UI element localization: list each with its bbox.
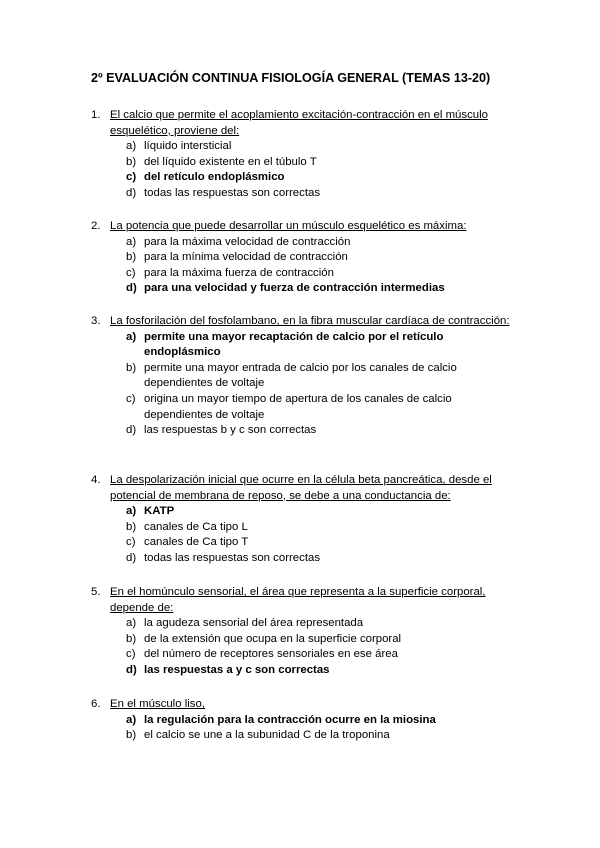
option-d-correct: [91, 663, 521, 679]
option-a-correct: [91, 330, 521, 361]
option-text: KATP: [144, 505, 175, 518]
option-b: [91, 155, 521, 171]
option-c: [91, 647, 521, 663]
question-stem: [91, 697, 521, 713]
option-d-correct: [91, 281, 521, 297]
option-d: [91, 186, 521, 202]
question-4: [91, 473, 521, 567]
question-stem: [91, 219, 521, 235]
question-text: La despolarización inicial que ocurre en la célula beta pancreática, desde el potencial de membrana de reposo, se debe a una conductancia de:: [110, 474, 492, 502]
option-c: [91, 266, 521, 282]
option-text: líquido intersticial: [144, 140, 232, 153]
option-text: del número de receptores sensoriales en ese área: [144, 648, 398, 661]
option-text: la regulación para la contracción ocurre en la miosina: [144, 713, 436, 726]
option-label: c): [126, 536, 136, 549]
option-b: [91, 520, 521, 536]
option-label: d): [126, 282, 137, 295]
option-label: d): [126, 186, 137, 199]
question-number: 5.: [91, 586, 101, 598]
option-a-correct: [91, 504, 521, 520]
option-text: origina un mayor tiempo de apertura de los canales de calcio dependientes de voltaje: [144, 392, 452, 421]
question-6: [91, 697, 521, 744]
option-label: a): [126, 617, 137, 630]
option-b: [91, 361, 521, 392]
options-list: [91, 504, 521, 566]
question-text: La potencia que puede desarrollar un músculo esquelético es máxima:: [110, 220, 467, 232]
question-stem: [91, 585, 521, 616]
option-label: d): [126, 424, 137, 437]
question-number: 2.: [91, 220, 101, 232]
question-number: 3.: [91, 315, 101, 327]
question-stem: [91, 314, 521, 330]
option-label: c): [126, 266, 136, 279]
option-a-correct: [91, 713, 521, 729]
option-text: del retículo endoplásmico: [144, 171, 285, 184]
option-label: b): [126, 251, 137, 264]
option-text: todas las respuestas son correctas: [144, 551, 321, 564]
option-label: d): [126, 551, 137, 564]
option-label: b): [126, 729, 137, 742]
question-text: En el homúnculo sensorial, el área que representa a la superficie corporal, depende de:: [110, 586, 486, 614]
question-text: En el músculo liso,: [110, 698, 205, 710]
option-text: el calcio se une a la subunidad C de la troponina: [144, 729, 390, 742]
option-label: b): [126, 632, 137, 645]
option-label: a): [126, 713, 137, 726]
question-stem: [91, 473, 521, 504]
option-label: d): [126, 663, 137, 676]
question-5: [91, 585, 521, 679]
question-number: 4.: [91, 474, 101, 486]
option-text: canales de Ca tipo T: [144, 536, 249, 549]
option-text: las respuestas a y c son correctas: [144, 663, 330, 676]
option-label: c): [126, 392, 136, 405]
option-label: a): [126, 505, 137, 518]
options-list: [91, 139, 521, 201]
options-list: [91, 713, 521, 744]
options-list: [91, 235, 521, 297]
option-text: canales de Ca tipo L: [144, 520, 248, 533]
question-text: La fosforilación del fosfolambano, en la fibra muscular cardíaca de contracción:: [110, 315, 510, 327]
option-b: [91, 250, 521, 266]
option-text: del líquido existente en el túbulo T: [144, 155, 317, 168]
option-text: permite una mayor entrada de calcio por los canales de calcio dependientes de voltaje: [144, 361, 457, 390]
option-label: b): [126, 520, 137, 533]
option-text: permite una mayor recaptación de calcio por el retículo endoplásmico: [144, 330, 444, 359]
question-stem: [91, 108, 521, 139]
option-a: [91, 235, 521, 251]
option-text: todas las respuestas son correctas: [144, 186, 321, 199]
option-b: [91, 632, 521, 648]
option-text: para la máxima velocidad de contracción: [144, 235, 351, 248]
options-list: [91, 616, 521, 678]
option-b: [91, 728, 521, 744]
option-label: a): [126, 235, 137, 248]
option-a: [91, 616, 521, 632]
options-list: [91, 330, 521, 439]
option-label: c): [126, 171, 137, 184]
question-1: [91, 108, 521, 202]
question-number: 1.: [91, 109, 101, 121]
option-c-correct: [91, 170, 521, 186]
option-text: para la mínima velocidad de contracción: [144, 251, 348, 264]
option-label: c): [126, 648, 136, 661]
option-label: a): [126, 330, 137, 343]
option-label: b): [126, 155, 137, 168]
option-text: de la extensión que ocupa en la superficie corporal: [144, 632, 402, 645]
option-text: para la máxima fuerza de contracción: [144, 266, 334, 279]
option-c: [91, 535, 521, 551]
question-text: El calcio que permite el acoplamiento excitación-contracción en el músculo esquelético, proviene del:: [110, 109, 488, 137]
option-label: a): [126, 140, 137, 153]
option-d: [91, 423, 521, 439]
question-3: [91, 314, 521, 439]
option-text: la agudeza sensorial del área representada: [144, 617, 364, 630]
question-2: [91, 219, 521, 297]
option-text: las respuestas b y c son correctas: [144, 424, 317, 437]
question-number: 6.: [91, 698, 101, 710]
option-label: b): [126, 361, 137, 374]
option-d: [91, 551, 521, 567]
page-title: 2º EVALUACIÓN CONTINUA FISIOLOGÍA GENERAL (TEMAS 13-20): [91, 71, 491, 85]
option-a: [91, 139, 521, 155]
option-c: [91, 392, 521, 423]
option-text: para una velocidad y fuerza de contracción intermedias: [144, 282, 445, 295]
